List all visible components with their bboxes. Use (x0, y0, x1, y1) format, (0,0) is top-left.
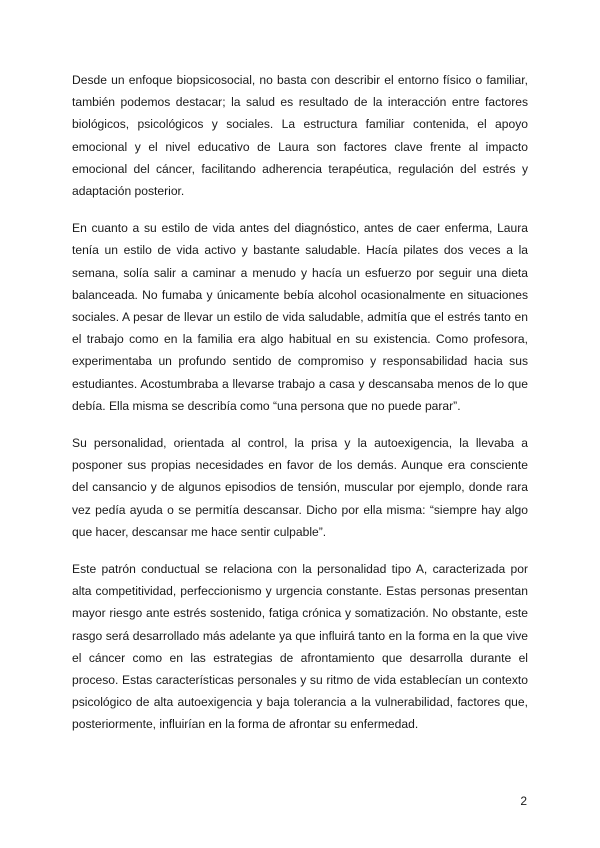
paragraph-lifestyle: En cuanto a su estilo de vida antes del diagnóstico, antes de caer enferma, Laura tenía un estilo de vida activo y bastante saludable. Hacía pilates dos veces a la semana, solía salir a caminar a menudo y hacía un esfuerzo por seguir una dieta balanceada. No fumaba y únicamente bebía alcohol ocasionalmente en situaciones sociales. A pesar de llevar un estilo de vida saludable, admitía que el estrés tanto en el trabajo como en la familia era algo habitual en su existencia. Como profesora, experimentaba un profundo sentido de compromiso y responsabilidad hacia sus estudiantes. Acostumbraba a llevarse trabajo a casa y descansaba menos de lo que debía. Ella misma se describía como “una persona que no puede parar”. (72, 221, 528, 413)
paragraph-biopsychosocial: Desde un enfoque biopsicosocial, no basta con describir el entorno físico o familiar, también podemos destacar; la salud es resultado de la interacción entre factores biológicos, psicológicos y sociales. La estructura familiar contenida, el apoyo emocional y el nivel educativo de Laura son factores clave frente al impacto emocional del cáncer, facilitando adherencia terapéutica, regulación del estrés y adaptación posterior. (72, 73, 528, 199)
page-number: 2 (520, 794, 527, 808)
body-text (72, 69, 528, 751)
paragraph-personality: Su personalidad, orientada al control, la prisa y la autoexigencia, la llevaba a posponer sus propias necesidades en favor de los demás. Aunque era consciente del cansancio y de algunos episodios de tensión, muscular por ejemplo, donde rara vez pedía ayuda o se permitía descansar. Dicho por ella misma: “siempre hay algo que hacer, descansar me hace sentir culpable”. (72, 436, 528, 539)
paragraph-type-a: Este patrón conductual se relaciona con la personalidad tipo A, caracterizada por alta competitividad, perfeccionismo y urgencia constante. Estas personas presentan mayor riesgo ante estrés sostenido, fatiga crónica y somatización. No obstante, este rasgo será desarrollado más adelante ya que influirá tanto en la forma en la que vive el cáncer como en las estrategias de afrontamiento que desarrolla durante el proceso. Estas características personales y su ritmo de vida establecían un contexto psicológico de alta autoexigencia y baja tolerancia a la vulnerabilidad, factores que, posteriormente, influirían en la forma de afrontar su enfermedad. (72, 562, 528, 732)
